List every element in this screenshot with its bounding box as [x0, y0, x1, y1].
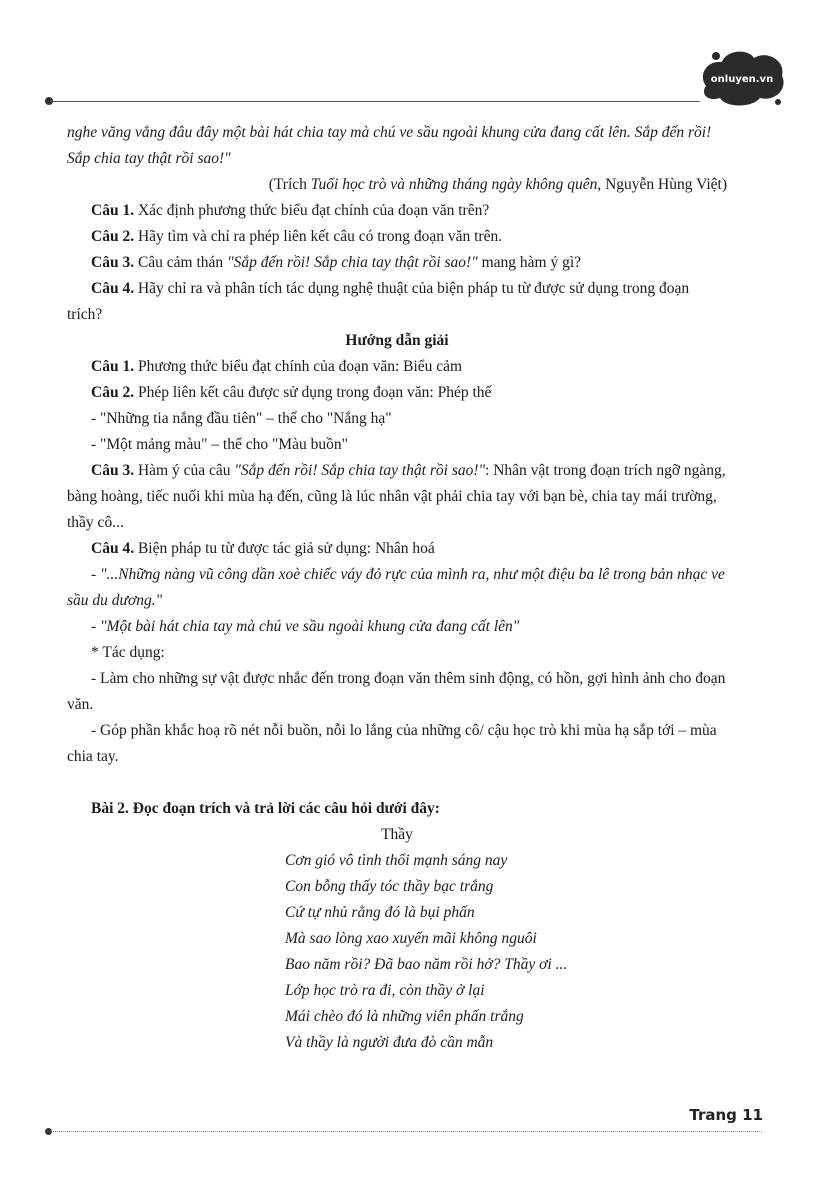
page-number: Trang 11: [689, 1106, 763, 1124]
poem-line: Cơn gió vô tình thổi mạnh sáng nay: [285, 852, 508, 869]
answer-1: [67, 354, 727, 380]
page-content: [67, 120, 727, 1056]
question-label: Câu 1.: [91, 202, 135, 219]
answer-2: [67, 380, 727, 406]
question-text: Câu cảm thán: [134, 254, 228, 271]
poem-line: Cứ tự nhủ rằng đó là bụi phấn: [285, 904, 475, 921]
logo-text: onluyen.vn: [710, 74, 774, 85]
question-text: Hãy tìm và chỉ ra phép liên kết câu có trong đoạn văn trên.: [134, 228, 503, 245]
question-label: Câu 2.: [91, 228, 135, 245]
effect-title: * Tác dụng:: [91, 644, 165, 661]
poem-line: Mà sao lòng xao xuyến mãi không nguôi: [285, 930, 537, 947]
question-1: [67, 198, 727, 224]
answer-text: Phép liên kết câu được sử dụng trong đoạn văn: Phép thế: [134, 384, 492, 401]
passage-end: nghe văng vẳng đâu đây một bài hát chia tay mà chú ve sầu ngoài khung cửa đang cất lên. Sắp đến rồi! Sắp chia tay thật rồi sao!": [67, 124, 712, 167]
answer-3: [67, 458, 727, 536]
question-4: [67, 276, 727, 328]
question-label: Câu 3.: [91, 254, 135, 271]
answer-label: Câu 3.: [91, 462, 135, 479]
answer-2-item-1: - "Những tia nắng đầu tiên" – thế cho "Nắng hạ": [91, 410, 392, 427]
answer-label: Câu 1.: [91, 358, 135, 375]
question-text-end: mang hàm ý gì?: [477, 254, 582, 271]
answer-quote: "Sắp đến rồi! Sắp chia tay thật rồi sao!": [234, 462, 486, 479]
citation: [67, 172, 727, 198]
citation-prefix: (Trích: [268, 176, 311, 193]
answer-4-item-2: - "Một bài hát chia tay mà chú ve sầu ngoài khung cửa đang cất lên": [91, 618, 520, 635]
poem-line: Bao năm rồi? Đã bao năm rồi hở? Thầy ơi ...: [285, 956, 568, 973]
poem-line: Con bỗng thấy tóc thầy bạc trắng: [285, 878, 494, 895]
question-quote: "Sắp đến rồi! Sắp chia tay thật rồi sao!": [227, 254, 478, 271]
answer-text: Hàm ý của câu: [134, 462, 235, 479]
answer-text: Biện pháp tu từ được tác giả sử dụng: Nhân hoá: [134, 540, 435, 557]
header-rule: [50, 101, 700, 102]
citation-author: Nguyễn Hùng Việt): [601, 176, 727, 193]
guide-title: Hướng dẫn giải: [345, 332, 449, 349]
poem-title: Thầy: [381, 826, 413, 843]
section-gap: [67, 770, 727, 796]
question-text: Xác định phương thức biểu đạt chính của đoạn văn trên?: [134, 202, 490, 219]
answer-label: Câu 4.: [91, 540, 135, 557]
effect-1: - Làm cho những sự vật được nhắc đến trong đoạn văn thêm sinh động, có hồn, gợi hình ảnh cho đoạn văn.: [67, 670, 726, 713]
answer-4: [67, 536, 727, 562]
poem-line: Và thầy là người đưa đò cần mẫn: [285, 1034, 494, 1051]
answer-4-item-1: - "...Những nàng vũ công dần xoè chiếc váy đỏ rực của mình ra, như một điệu ba lê trong bản nhạc ve sầu du dương.": [67, 566, 725, 609]
exercise-2-heading: Bài 2. Đọc đoạn trích và trả lời các câu hỏi dưới đây:: [91, 800, 440, 817]
poem-line: Lớp học trò ra đi, còn thầy ở lại: [285, 982, 485, 999]
citation-work: Tuổi học trò và những tháng ngày không quên,: [310, 176, 602, 193]
answer-text-end: : Nhân vật trong đoạn trích ngỡ ngàng, bàng hoàng, tiếc nuối khi mùa hạ đến, cũng là lúc nhân vật phải chia tay với bạn bè, chia tay mái trường, thầy cô...: [67, 462, 726, 531]
footer-rule: [50, 1131, 762, 1132]
effect-2: - Góp phần khắc hoạ rõ nét nỗi buồn, nỗi lo lắng của những cô/ cậu học trò khi mùa hạ sắp tới – mùa chia tay.: [67, 722, 717, 765]
question-text: Hãy chỉ ra và phân tích tác dụng nghệ thuật của biện pháp tu từ được sử dụng trong đoạn trích?: [67, 280, 690, 323]
question-label: Câu 4.: [91, 280, 135, 297]
question-2: [67, 224, 727, 250]
question-3: [67, 250, 727, 276]
poem-line: Mái chèo đó là những viên phấn trắng: [285, 1008, 524, 1025]
answer-label: Câu 2.: [91, 384, 135, 401]
answer-2-item-2: - "Một mảng màu" – thế cho "Màu buồn": [91, 436, 348, 453]
answer-text: Phương thức biểu đạt chính của đoạn văn: Biểu cảm: [134, 358, 463, 375]
